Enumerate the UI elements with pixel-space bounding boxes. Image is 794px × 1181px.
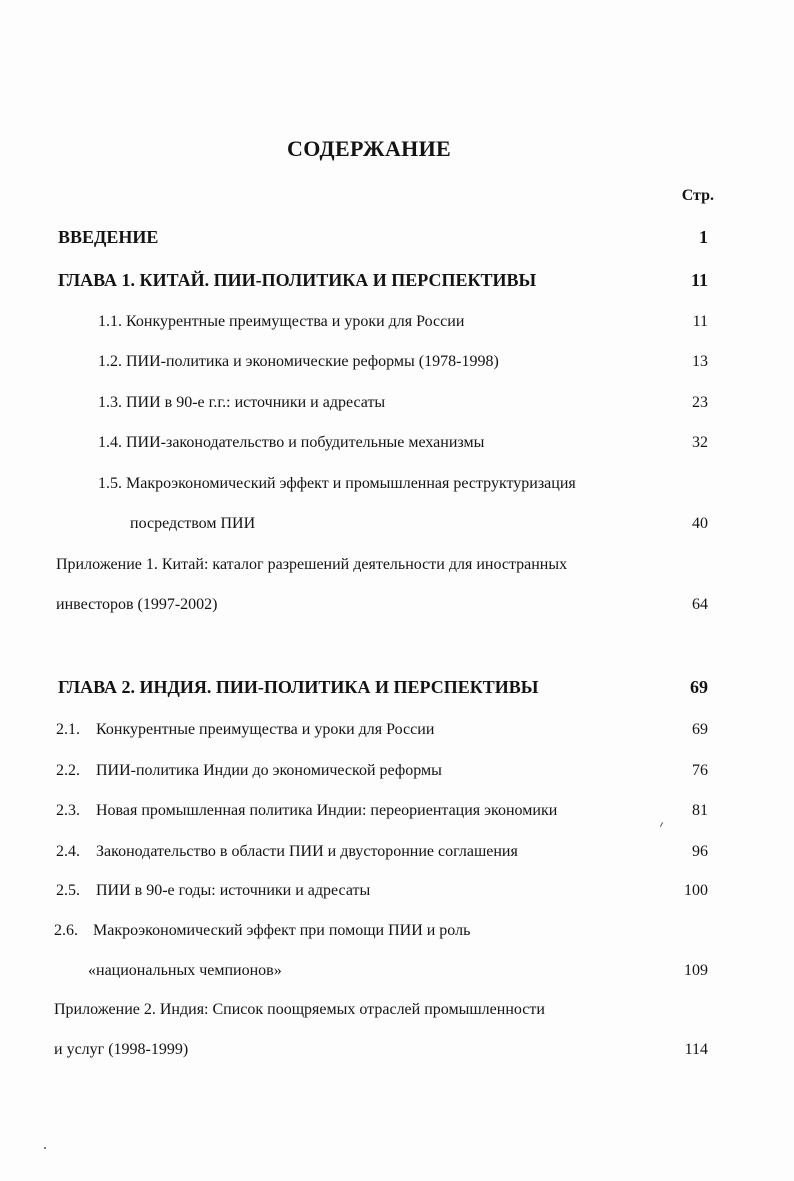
toc-entry-2-2: ПИИ-политика Индии до экономической реформы <box>96 762 442 779</box>
toc-entry-1-1-page: 11 <box>692 313 708 330</box>
appendix1-line2: инвесторов (1997-2002) <box>56 596 218 613</box>
toc-entry-2-3-num: 2.3. <box>56 802 80 819</box>
toc-entry-2-2-page: 76 <box>692 762 708 779</box>
toc-entry-2-3-page: 81 <box>692 802 708 819</box>
toc-entry-1-2-page: 13 <box>692 353 708 370</box>
toc-entry-2-4-page: 96 <box>692 843 708 860</box>
toc-entry-1-4: 1.4. ПИИ-законодательство и побудительные механизмы <box>98 434 485 451</box>
toc-entry-2-6-page: 109 <box>684 962 708 979</box>
toc-entry-1-4-page: 32 <box>692 434 708 451</box>
toc-entry-2-2-num: 2.2. <box>56 762 80 779</box>
toc-entry-1-5-cont: посредством ПИИ <box>130 515 256 532</box>
intro-label: ВВЕДЕНИЕ <box>58 227 159 247</box>
toc-entry-1-2: 1.2. ПИИ-политика и экономические реформы (1978-1998) <box>98 353 499 370</box>
toc-entry-2-1-num: 2.1. <box>56 721 80 738</box>
toc-entry-2-5-page: 100 <box>684 882 708 899</box>
toc-entry-2-4: Законодательство в области ПИИ и двусторонние соглашения <box>96 843 518 860</box>
toc-entry-2-5-num: 2.5. <box>56 882 80 899</box>
page-column-header: Стр. <box>681 187 714 204</box>
toc-entry-2-6-cont: «национальных чемпионов» <box>88 962 282 979</box>
toc-entry-1-3-page: 23 <box>692 394 708 411</box>
scan-speck <box>660 822 663 827</box>
chapter1-page: 11 <box>690 270 708 290</box>
appendix1-line1: Приложение 1. Китай: каталог разрешений деятельности для иностранных <box>56 556 568 573</box>
toc-entry-2-1: Конкурентные преимущества и уроки для России <box>96 721 435 738</box>
toc-entry-2-4-num: 2.4. <box>56 843 80 860</box>
toc-entry-1-1: 1.1. Конкурентные преимущества и уроки для России <box>98 313 465 330</box>
chapter1-heading: ГЛАВА 1. КИТАЙ. ПИИ-ПОЛИТИКА И ПЕРСПЕКТИВЫ <box>58 270 537 290</box>
toc-entry-1-5: 1.5. Макроэкономический эффект и промышленная реструктуризация <box>98 475 576 492</box>
chapter2-page: 69 <box>690 677 708 697</box>
toc-entry-2-6-num: 2.6. <box>54 922 78 939</box>
toc-entry-2-6: Макроэкономический эффект при помощи ПИИ и роль <box>93 922 471 939</box>
toc-entry-2-5: ПИИ в 90-е годы: источники и адресаты <box>96 882 371 899</box>
toc-title: СОДЕРЖАНИЕ <box>287 136 451 161</box>
appendix1-page: 64 <box>692 596 708 613</box>
appendix2-line1: Приложение 2. Индия: Список поощряемых отраслей промышленности <box>54 1001 545 1018</box>
toc-entry-1-5-page: 40 <box>692 515 708 532</box>
appendix2-line2: и услуг (1998-1999) <box>54 1041 189 1058</box>
toc-entry-2-3: Новая промышленная политика Индии: переориентация экономики <box>96 802 558 819</box>
appendix2-page: 114 <box>684 1041 708 1058</box>
chapter2-heading: ГЛАВА 2. ИНДИЯ. ПИИ-ПОЛИТИКА И ПЕРСПЕКТИВЫ <box>58 677 539 697</box>
scan-speck <box>44 1147 47 1150</box>
intro-page: 1 <box>699 227 708 247</box>
toc-entry-2-1-page: 69 <box>692 721 708 738</box>
toc-entry-1-3: 1.3. ПИИ в 90-е г.г.: источники и адресаты <box>98 394 386 411</box>
